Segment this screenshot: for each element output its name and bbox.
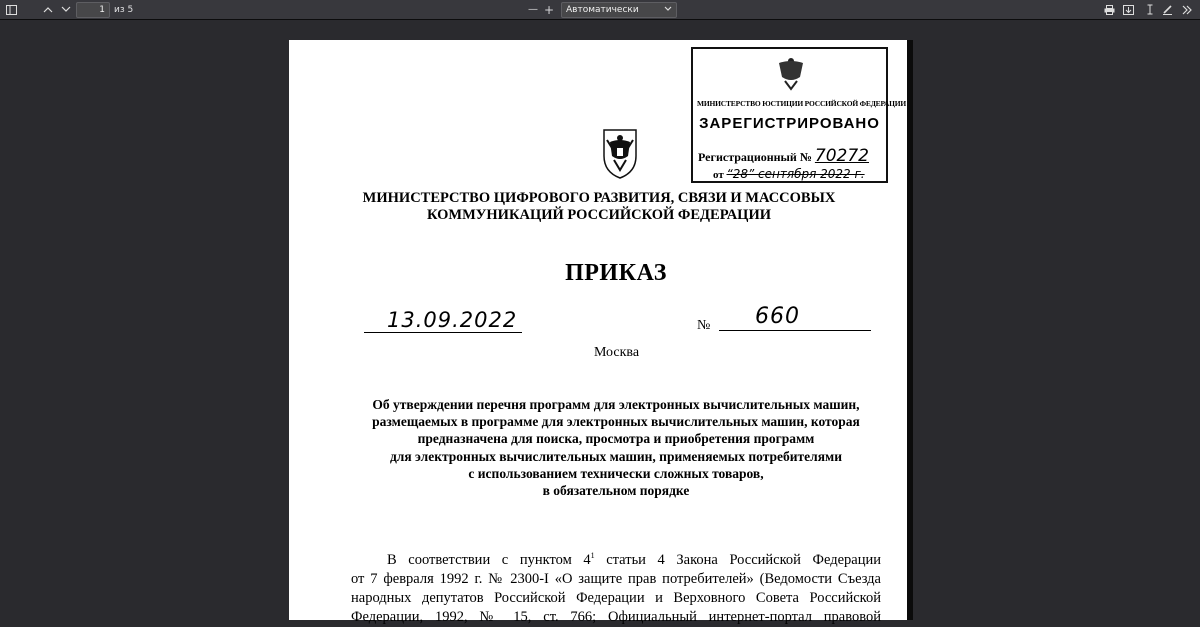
save-icon[interactable] (1120, 2, 1136, 17)
stamp-ministry: МИНИСТЕРСТВО ЮСТИЦИИ РОССИЙСКОЙ ФЕДЕРАЦИИ (697, 99, 906, 108)
draw-pen-icon[interactable] (1159, 2, 1175, 17)
date-underline (364, 332, 522, 333)
zoom-out-button[interactable]: — (528, 4, 538, 15)
order-heading: ПРИКАЗ (565, 260, 667, 286)
stamp-registered: ЗАРЕГИСТРИРОВАНО (699, 115, 880, 132)
page-edge-shadow (907, 40, 913, 620)
order-date: 13.09.2022 (387, 308, 518, 332)
text-cursor-icon[interactable] (1142, 2, 1158, 17)
more-tools-icon[interactable] (1178, 2, 1194, 17)
sidebar-toggle-icon[interactable] (3, 2, 19, 17)
stamp-date: от “28” сентября 2022 г. (713, 167, 865, 181)
zoom-select[interactable] (561, 2, 677, 18)
stamp-reg-number: Регистрационный № 70272 (698, 146, 869, 166)
body-paragraph: В соответствии с пунктом $4^1$ статьи 4 Закона Российской Федерации от 7 февраля 1992 г. № 2300-I «О защите прав потребителей» (Ведомости Съезда народных депутатов Российской Федерации и Верховного Совета Российской Федерации, 1992, № 15, ст. 766; Официальный интернет-портал правовой (351, 551, 881, 625)
number-underline (719, 330, 871, 331)
stamp-eagle-icon (773, 55, 809, 91)
pdf-page (289, 40, 909, 625)
zoom-in-button[interactable]: + (543, 2, 555, 17)
russian-coat-of-arms-icon (598, 126, 642, 180)
page-total-label: из 5 (114, 5, 134, 15)
pdf-toolbar (0, 0, 1200, 20)
chevron-down-icon (664, 6, 672, 12)
number-sign: № (697, 318, 711, 333)
page-number-input[interactable] (76, 2, 110, 18)
ministry-heading: МИНИСТЕРСТВО ЦИФРОВОГО РАЗВИТИЯ, СВЯЗИ И МАССОВЫХ КОММУНИКАЦИЙ РОССИЙСКОЙ ФЕДЕРАЦИИ (362, 190, 836, 223)
order-number: 660 (755, 304, 800, 329)
next-page-icon[interactable] (58, 2, 74, 17)
document-viewer[interactable] (0, 20, 1200, 625)
previous-page-icon[interactable] (40, 2, 56, 17)
order-title: Об утверждении перечня программ для электронных вычислительных машин, размещаемых в программе для электронных вычислительных машин, которая предназначена для поиска, просмотра и приобретения программ для электронных вычислительных машин, применяемых потребителями с использованием технически сложных товаров, в обязательном порядке (372, 397, 860, 499)
city: Москва (593, 345, 640, 360)
print-icon[interactable] (1101, 2, 1117, 17)
registration-stamp (691, 47, 906, 183)
zoom-select-value: Автоматически (566, 5, 639, 15)
